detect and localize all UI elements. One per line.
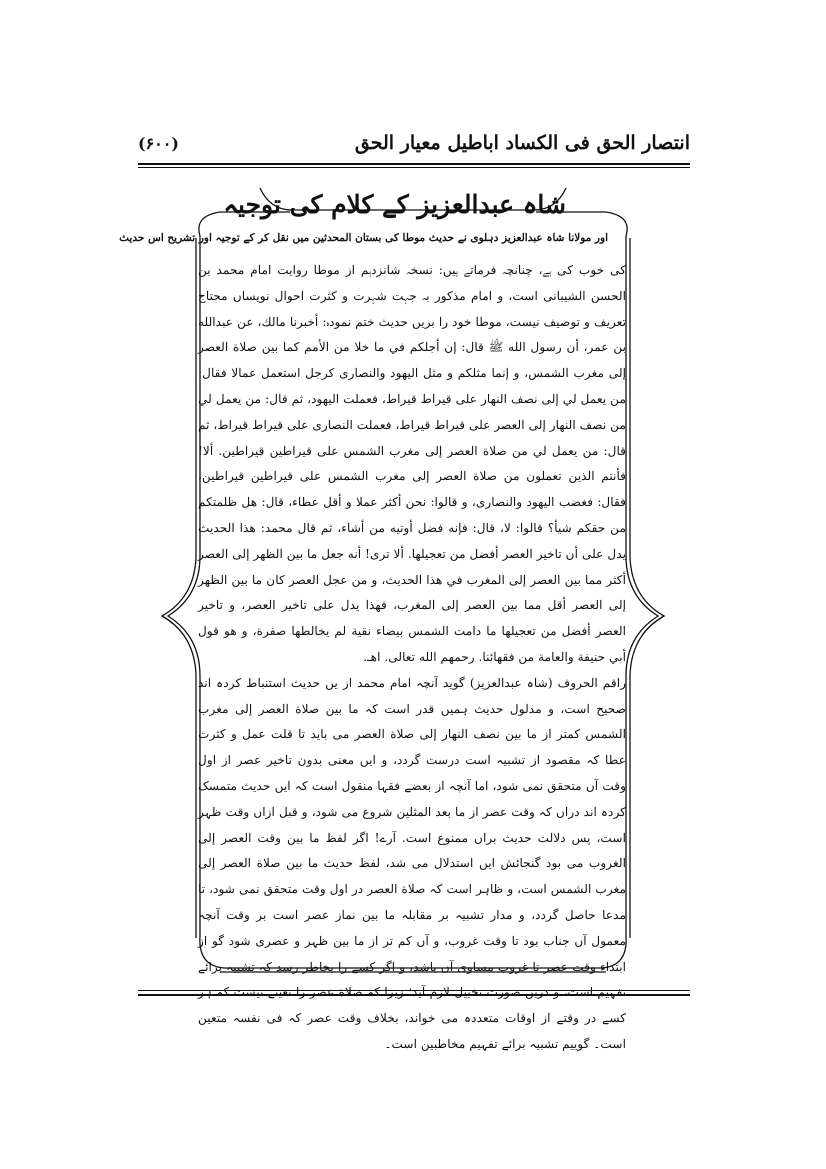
section-subtitle: اور مولانا شاہ عبدالعزیز دہلوی نے حدیث موطا کی بستان المحدثین میں نقل کر کے توجیہ اور تشریح اس حدیث xyxy=(119,232,608,244)
header-rule-thick xyxy=(138,163,690,165)
footer-rule-thick xyxy=(138,994,690,996)
running-header xyxy=(138,132,690,160)
body-text xyxy=(198,258,626,1051)
footer-rule-thin xyxy=(138,990,690,991)
section-title: شاہ عبدالعزیز کے کلام کی توجیہ xyxy=(223,190,566,219)
header-rule-thin xyxy=(138,167,690,168)
book-title: انتصار الحق فی الکساد اباطیل معیار الحق xyxy=(354,132,690,154)
paragraph-author-comment: راقم الحروف (شاہ عبدالعزیز) گوید آنچہ امام محمد از یں حدیث استنباط کردہ اند صحیح است، و مدلول حدیث ہمیں قدر است کہ ما بین صلاة العصر إلى مغرب الشمس کمتر از ما بین نصف النهار إلى صلاة العصر می باید تا قلت عمل و کثرت عطا کہ مقصود از تشبیہ است درست گردد، و ایں معنی بدون تاخیر عصر از اول وقت آں متحقق نمی شود، اما آنچہ از بعضے فقہا منقول است کہ ایں حدیث متمسک کردہ اند دراں کہ وقت عصر از ما بعد المثلین شروع می شود، و قبل ازاں وقت ظہر است، پس دلالت حدیث براں ممنوع است. آرے! اگر لفظ ما بین وقت العصر إلى الغروب می بود گنجائش ایں استدلال می شد، لفظ حدیث ما بین صلاة العصر إلى مغرب الشمس است، و ظاہر است کہ صلاة العصر در اول وقت متحقق نمی شود، تا مدعا حاصل گردد، و مدار تشبیہ بر مقابلہ ما بین نماز عصر است بر وقت آنچہ معمول آں جناب بود تا وقت غروب، و آں کم تر از ما بین ظہر و عصری شود گو از ابتداء وقت عصر تا غروب مساوی آں باشد، و اگر کسے را بخاطر رسد کہ تشبیہ برائے تفہیم است، و دریں صورت تخییل لازم آید؛ زیرا کہ صلاة عصر را تعینے نیست کہ ہر کسے در وقتے از اوقات متعددہ می خواند، بخلاف وقت عصر کہ فی نفسہ متعین است۔ گوییم تشبیہ برائے تفہیم مخاطبین است۔ xyxy=(198,675,626,1051)
page-number: (۶۰۰) xyxy=(138,134,179,153)
paragraph-hadith-quote: کی خوب کی ہے، چنانچہ فرماتے ہیں: نسخہ شانزدہم از موطا روایت امام محمد بن الحسن الشیبانی است، و امام مذکور بہ جہت شہرت و کثرت احوال نویساں محتاج تعریف و توصیف نیست، موطا خود را بریں حدیث ختم نمودہ: أخبرنا مالك، عن عبدالله بن عمر، أن رسول الله ﷺ قال: إن أجلكم في ما خلا من الأمم كما بين صلاة العصر إلى مغرب الشمس، و إنما مثلكم و مثل اليهود والنصارى كرجل استعمل عمالا فقال: من يعمل لي إلى نصف النهار على قيراط قيراط، فعملت اليهود، ثم قال: من يعمل لي من نصف النهار إلى العصر على قيراط قيراط، فعملت النصارى على قيراط قيراط، ثم قال: من يعمل لي من صلاة العصر إلى مغرب الشمس على قيراطين قيراطين. ألا! فأنتم الذين تعملون من صلاة العصر إلى مغرب الشمس على قيراطين قيراطين، فقال: فغضب اليهود والنصارى، و قالوا: نحن أكثر عملا و أقل عطاء، قال: هل ظلمتكم من حقكم شيأ؟ قالوا: لا، قال: فإنه فضل أوتيه من أشاء، ثم قال محمد: هذا الحديث يدل على أن تاخير العصر أفضل من تعجيلها. ألا ترى! أنه جعل ما بين الظهر إلى العصر أكثر مما بين العصر إلى المغرب في هذا الحديث، و من عجل العصر كان ما بين الظهر إلى العصر أقل مما بين العصر إلى المغرب، فهذا يدل على تاخير العصر، و تاخير العصر أفضل من تعجيلها ما دامت الشمس بيضاء نقية لم يخالطها صفرة، و هو قول أبي حنيفة والعامة من فقهائنا. رحمهم الله تعالى. اهـ. xyxy=(198,263,626,664)
